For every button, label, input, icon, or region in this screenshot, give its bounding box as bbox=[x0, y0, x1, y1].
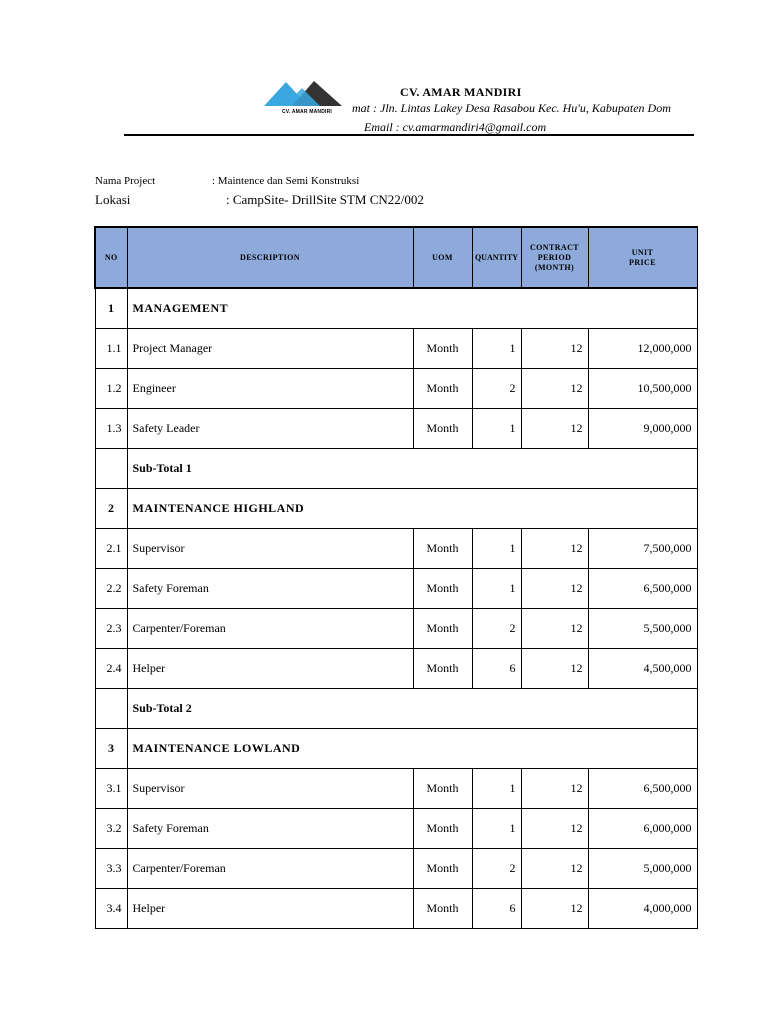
item-description: Supervisor bbox=[127, 769, 413, 809]
item-unit-price: 10,500,000 bbox=[588, 369, 697, 409]
item-no: 1.2 bbox=[95, 369, 127, 409]
table-row bbox=[95, 809, 697, 849]
project-value: : Maintence dan Semi Konstruksi bbox=[212, 175, 360, 187]
item-description: Engineer bbox=[127, 369, 413, 409]
item-description: Project Manager bbox=[127, 329, 413, 369]
header-divider bbox=[124, 134, 694, 136]
item-uom: Month bbox=[413, 369, 472, 409]
item-unit-price: 6,000,000 bbox=[588, 809, 697, 849]
item-uom: Month bbox=[413, 849, 472, 889]
company-address: mat : Jln. Lintas Lakey Desa Rasabou Kec. Hu'u, Kabupaten Dom bbox=[352, 101, 671, 115]
item-quantity: 1 bbox=[472, 329, 521, 369]
subtotal-spacer bbox=[95, 689, 127, 729]
item-period: 12 bbox=[521, 849, 588, 889]
subtotal-row bbox=[95, 449, 697, 489]
table-row bbox=[95, 329, 697, 369]
item-description: Helper bbox=[127, 649, 413, 689]
section-title: MAINTENANCE LOWLAND bbox=[127, 729, 697, 769]
item-quantity: 1 bbox=[472, 569, 521, 609]
header-unit-line2: PRICE bbox=[629, 257, 656, 267]
subtotal-label: Sub-Total 2 bbox=[127, 689, 697, 729]
item-no: 2.2 bbox=[95, 569, 127, 609]
table-row bbox=[95, 369, 697, 409]
item-no: 1.3 bbox=[95, 409, 127, 449]
item-quantity: 1 bbox=[472, 769, 521, 809]
item-quantity: 1 bbox=[472, 409, 521, 449]
item-period: 12 bbox=[521, 809, 588, 849]
table-row bbox=[95, 609, 697, 649]
item-no: 3.1 bbox=[95, 769, 127, 809]
section-no: 2 bbox=[95, 489, 127, 529]
header-contract-line1: CONTRACT bbox=[530, 242, 579, 252]
header-contract-period bbox=[521, 227, 588, 288]
item-quantity: 2 bbox=[472, 609, 521, 649]
item-period: 12 bbox=[521, 369, 588, 409]
table-row bbox=[95, 769, 697, 809]
table-row bbox=[95, 569, 697, 609]
item-unit-price: 12,000,000 bbox=[588, 329, 697, 369]
item-quantity: 2 bbox=[472, 849, 521, 889]
table-row bbox=[95, 889, 697, 929]
logo-text: CV. AMAR MANDIRI bbox=[281, 109, 333, 115]
table-row bbox=[95, 409, 697, 449]
item-quantity: 6 bbox=[472, 649, 521, 689]
item-unit-price: 4,500,000 bbox=[588, 649, 697, 689]
item-unit-price: 9,000,000 bbox=[588, 409, 697, 449]
item-description: Carpenter/Foreman bbox=[127, 609, 413, 649]
header-unit-price bbox=[588, 227, 697, 288]
item-no: 3.4 bbox=[95, 889, 127, 929]
item-quantity: 6 bbox=[472, 889, 521, 929]
item-uom: Month bbox=[413, 329, 472, 369]
item-period: 12 bbox=[521, 529, 588, 569]
item-no: 3.3 bbox=[95, 849, 127, 889]
table-row bbox=[95, 849, 697, 889]
item-uom: Month bbox=[413, 569, 472, 609]
item-no: 2.3 bbox=[95, 609, 127, 649]
item-quantity: 1 bbox=[472, 529, 521, 569]
header-no: NO bbox=[95, 227, 127, 288]
item-description: Safety Foreman bbox=[127, 809, 413, 849]
item-uom: Month bbox=[413, 529, 472, 569]
item-unit-price: 6,500,000 bbox=[588, 769, 697, 809]
item-uom: Month bbox=[413, 809, 472, 849]
table-header-row bbox=[95, 227, 697, 288]
item-no: 3.2 bbox=[95, 809, 127, 849]
table-row bbox=[95, 529, 697, 569]
header-unit-line1: UNIT bbox=[631, 247, 654, 257]
section-no: 3 bbox=[95, 729, 127, 769]
header-contract-line2: PERIOD bbox=[537, 252, 572, 262]
item-no: 2.4 bbox=[95, 649, 127, 689]
item-unit-price: 7,500,000 bbox=[588, 529, 697, 569]
item-period: 12 bbox=[521, 649, 588, 689]
item-uom: Month bbox=[413, 649, 472, 689]
section-row bbox=[95, 489, 697, 529]
item-unit-price: 6,500,000 bbox=[588, 569, 697, 609]
project-label: Nama Project bbox=[95, 175, 156, 187]
table-row bbox=[95, 649, 697, 689]
section-row bbox=[95, 288, 697, 329]
location-label: Lokasi bbox=[95, 192, 131, 207]
item-uom: Month bbox=[413, 889, 472, 929]
item-quantity: 2 bbox=[472, 369, 521, 409]
item-period: 12 bbox=[521, 569, 588, 609]
mountain-logo-icon bbox=[262, 78, 352, 108]
item-period: 12 bbox=[521, 609, 588, 649]
header-contract-line3: (MONTH) bbox=[534, 262, 575, 272]
item-uom: Month bbox=[413, 769, 472, 809]
item-period: 12 bbox=[521, 769, 588, 809]
header-uom: UOM bbox=[413, 227, 472, 288]
item-description: Safety Leader bbox=[127, 409, 413, 449]
item-no: 2.1 bbox=[95, 529, 127, 569]
company-email: Email : cv.amarmandiri4@gmail.com bbox=[364, 120, 547, 134]
boq-table bbox=[94, 226, 698, 929]
item-period: 12 bbox=[521, 329, 588, 369]
item-description: Safety Foreman bbox=[127, 569, 413, 609]
item-uom: Month bbox=[413, 609, 472, 649]
company-logo bbox=[262, 78, 352, 120]
section-title: MAINTENANCE HIGHLAND bbox=[127, 489, 697, 529]
item-description: Helper bbox=[127, 889, 413, 929]
item-period: 12 bbox=[521, 889, 588, 929]
company-name: CV. AMAR MANDIRI bbox=[400, 85, 522, 99]
subtotal-label: Sub-Total 1 bbox=[127, 449, 697, 489]
location-value: : CampSite- DrillSite STM CN22/002 bbox=[226, 192, 424, 207]
item-unit-price: 5,500,000 bbox=[588, 609, 697, 649]
item-no: 1.1 bbox=[95, 329, 127, 369]
item-description: Supervisor bbox=[127, 529, 413, 569]
item-quantity: 1 bbox=[472, 809, 521, 849]
item-description: Carpenter/Foreman bbox=[127, 849, 413, 889]
subtotal-spacer bbox=[95, 449, 127, 489]
subtotal-row bbox=[95, 689, 697, 729]
item-unit-price: 4,000,000 bbox=[588, 889, 697, 929]
item-unit-price: 5,000,000 bbox=[588, 849, 697, 889]
section-row bbox=[95, 729, 697, 769]
item-uom: Month bbox=[413, 409, 472, 449]
section-title: MANAGEMENT bbox=[127, 288, 697, 329]
section-no: 1 bbox=[95, 288, 127, 329]
header-quantity: QUANTITY bbox=[472, 227, 521, 288]
item-period: 12 bbox=[521, 409, 588, 449]
header-description: DESCRIPTION bbox=[127, 227, 413, 288]
